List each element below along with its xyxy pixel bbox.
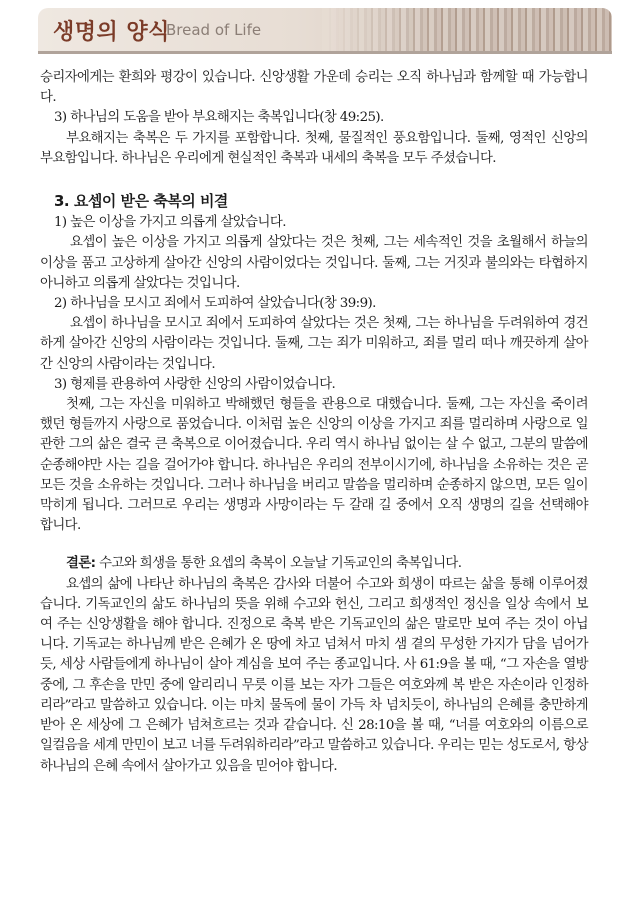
list-item: 2) 하나님을 모시고 죄에서 도피하여 살았습니다(창 39:9). [54, 296, 376, 312]
conclusion-lead-text: 수고와 희생을 통한 요셉의 축복이 오늘날 기독교인의 축복입니다. [95, 556, 462, 572]
conclusion-lead [40, 554, 588, 574]
banner-photo [322, 8, 612, 54]
list-item: 1) 높은 이상을 가지고 의롭게 살았습니다. [54, 215, 286, 231]
paragraph: 첫째, 그는 자신을 미워하고 박해했던 형들을 관용으로 대했습니다. 둘째, 그는 자신을 죽이려 했던 형들까지 사랑으로 품었습니다. 이처럼 높은 신앙의 이상을 가지고 죄를 멀리하며 사랑으로 일관한 그의 삶은 결국 큰 축복으로 이어졌습니다. 우리 역시 하나님 없이는 살 수 없고, 그분의 말씀에 순종해야만 사는 길을 걸어가야 합니다. 하나님은 우리의 전부이시기에, 하나님을 소유하는 것은 곧 모든 것을 소유하는 것입니다. 그러나 하나님을 버리고 말씀을 멀리하며 순종하지 않으면, 모든 일이 막히게 됩니다. 그러므로 우리는 생명과 사망이라는 두 갈래 길 중에서 오직 생명의 길을 선택해야 합니다. [40, 397, 588, 534]
paragraph: 승리자에게는 환희와 평강이 있습니다. 신앙생활 가운데 승리는 오직 하나님과 함께할 때 가능합니다. [40, 70, 588, 106]
paragraph: 요셉의 삶에 나타난 하나님의 축복은 감사와 더불어 수고와 희생이 따르는 삶을 통해 이루어졌습니다. 기독교인의 삶도 하나님의 뜻을 위해 수고와 헌신, 그리고 희생적인 정신을 일상 속에서 보여 주는 신앙생활을 해야 합니다. 진정으로 축복 받은 기독교인의 삶은 말로만 보여 주는 것이 아닙니다. 기독교는 하나님께 받은 은혜가 온 땅에 차고 넘쳐서 마치 샘 곁의 무성한 가지가 담을 넘어가듯, 세상 사람들에게 하나님이 살아 계심을 보여 주는 종교입니다. 사 61:9을 볼 때, “그 자손을 열방 중에, 그 후손을 만민 중에 알리리니 무릇 이를 보는 자가 그들은 여호와께 복 받은 자손이라 인정하리라”라고 말씀하고 있습니다. 이는 마치 물독에 물이 가득 차 넘치듯이, 하나님의 은혜를 충만하게 받아 온 세상에 그 은혜가 넘쳐흐르는 것과 같습니다. 신 28:10을 볼 때, “너를 여호와의 이름으로 일컬음을 세계 만민이 보고 너를 두려워하리라”라고 말씀하고 있습니다. 우리는 믿는 성도로서, 항상 하나님의 은혜 속에서 살아가고 있음을 믿어야 합니다. [40, 576, 588, 774]
spacer [40, 169, 588, 191]
article-body [40, 68, 588, 777]
paragraph: 요셉이 높은 이상을 가지고 의롭게 살았다는 것은 첫째, 그는 세속적인 것을 초월해서 하늘의 이상을 품고 고상하게 살아간 신앙의 사람이었다는 것입니다. 둘째, 그는 거짓과 불의와는 타협하지 아니하고 의롭게 살았다는 것입니다. [40, 235, 588, 291]
page-subtitle: Bread of Life [166, 21, 262, 39]
list-item: 3) 하나님의 도움을 받아 부요해지는 축복입니다(창 49:25). [54, 110, 384, 126]
header-banner [38, 8, 612, 54]
banner-rule [38, 51, 612, 54]
spacer [40, 536, 588, 554]
paragraph: 요셉이 하나님을 모시고 죄에서 도피하여 살았다는 것은 첫째, 그는 하나님을 두려워하여 경건하게 살아간 신앙의 사람이라는 것입니다. 둘째, 그는 죄가 미워하고, 죄를 멀리 떠나 깨끗하게 살아간 신앙의 사람이라는 것입니다. [40, 316, 588, 372]
section-heading: 3. 요셉이 받은 축복의 비결 [54, 192, 228, 211]
conclusion-label: 결론: [66, 556, 96, 572]
list-item: 3) 형제를 관용하여 사랑한 신앙의 사람이었습니다. [54, 376, 336, 392]
page-title: 생명의 양식 [53, 20, 170, 45]
paragraph: 부요해지는 축복은 두 가지를 포함합니다. 첫째, 물질적인 풍요함입니다. 둘째, 영적인 신앙의 부요함입니다. 하나님은 우리에게 현실적인 축복과 내세의 축복을 모두 주셨습니다. [40, 130, 588, 166]
